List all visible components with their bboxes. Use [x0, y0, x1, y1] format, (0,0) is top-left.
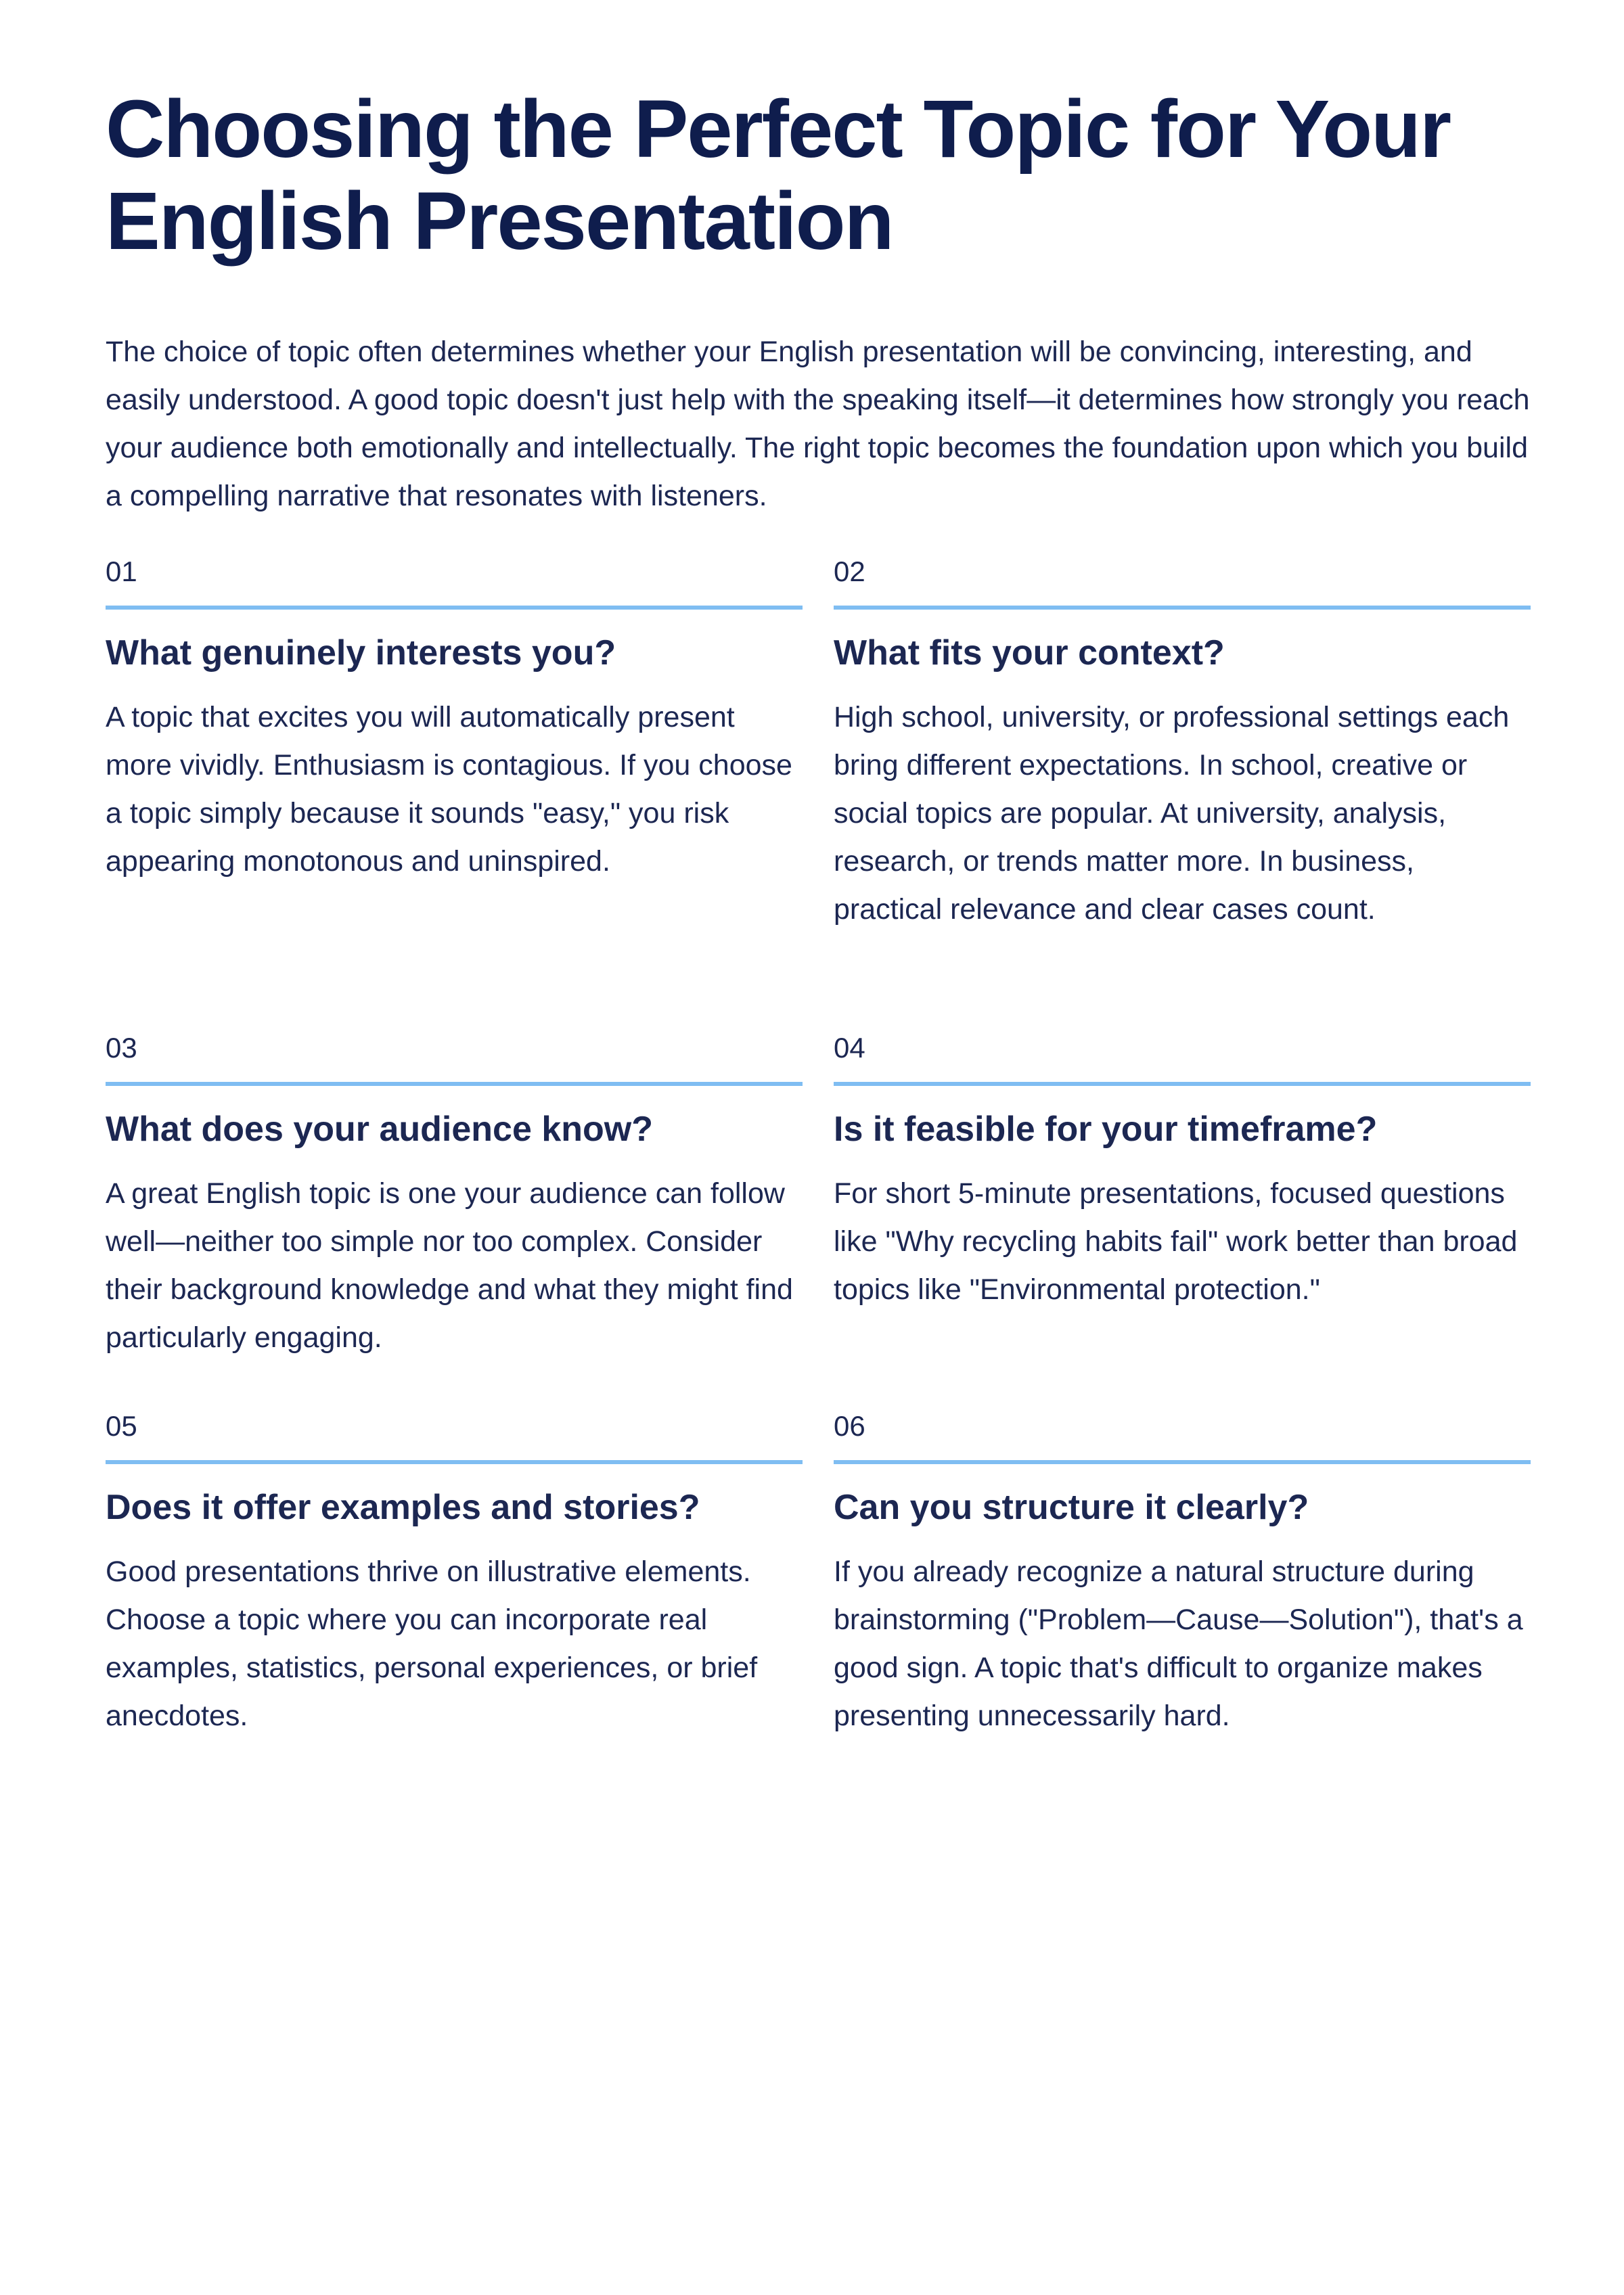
section-divider: [834, 1460, 1531, 1464]
section-body: A topic that excites you will automatically present more vividly. Enthusiasm is contagious. If you choose a topic simply because it sounds "easy," you risk appearing monotonous and uninspired.: [106, 701, 792, 878]
section-body: A great English topic is one your audience can follow well—neither too simple nor too complex. Consider their background knowledge and what they might find particularly engaging.: [106, 1177, 793, 1354]
section-heading: What genuinely interests you?: [106, 633, 616, 673]
section-divider: [106, 606, 803, 610]
section-number: 03: [106, 1032, 137, 1064]
section-divider: [834, 1082, 1531, 1086]
section-body: High school, university, or professional settings each bring different expectations. In school, creative or social topics are popular. At university, analysis, research, or trends matter more. In business, practical relevance and clear cases count.: [834, 701, 1510, 926]
section-number: 02: [834, 555, 865, 587]
section-number: 06: [834, 1410, 865, 1442]
section-number: 04: [834, 1032, 865, 1064]
section-heading: What does your audience know?: [106, 1110, 653, 1149]
section-divider: [106, 1082, 803, 1086]
section-heading: Is it feasible for your timeframe?: [834, 1110, 1378, 1149]
section-heading: Does it offer examples and stories?: [106, 1488, 700, 1527]
section-heading: What fits your context?: [834, 633, 1225, 673]
topic-section-06: [834, 1409, 1531, 1740]
section-divider: [834, 606, 1531, 610]
section-body: For short 5-minute presentations, focused questions like "Why recycling habits fail" work better than broad topics like "Environmental protection.": [834, 1177, 1518, 1306]
section-number: 05: [106, 1410, 137, 1442]
topic-section-05: [106, 1409, 803, 1740]
section-number: 01: [106, 555, 137, 587]
topic-section-02: [834, 555, 1531, 934]
topic-section-04: [834, 1031, 1531, 1314]
topic-section-03: [106, 1031, 803, 1362]
section-heading: Can you structure it clearly?: [834, 1488, 1309, 1527]
intro-paragraph: The choice of topic often determines whether your English presentation will be convincing, interesting, and easily understood. A good topic doesn't just help with the speaking itself—it determines how strongly you reach your audience both emotionally and intellectually. The right topic becomes the foundation upon which you build a compelling narrative that resonates with listeners.: [106, 336, 1530, 512]
topic-section-01: [106, 555, 803, 886]
section-divider: [106, 1460, 803, 1464]
page-title: Choosing the Perfect Topic for Your English Presentation: [106, 83, 1451, 267]
section-body: Good presentations thrive on illustrative elements. Choose a topic where you can incorporate real examples, statistics, personal experiences, or brief anecdotes.: [106, 1555, 758, 1732]
section-body: If you already recognize a natural structure during brainstorming ("Problem—Cause—Solution"), that's a good sign. A topic that's difficult to organize makes presenting unnecessarily hard.: [834, 1555, 1523, 1732]
